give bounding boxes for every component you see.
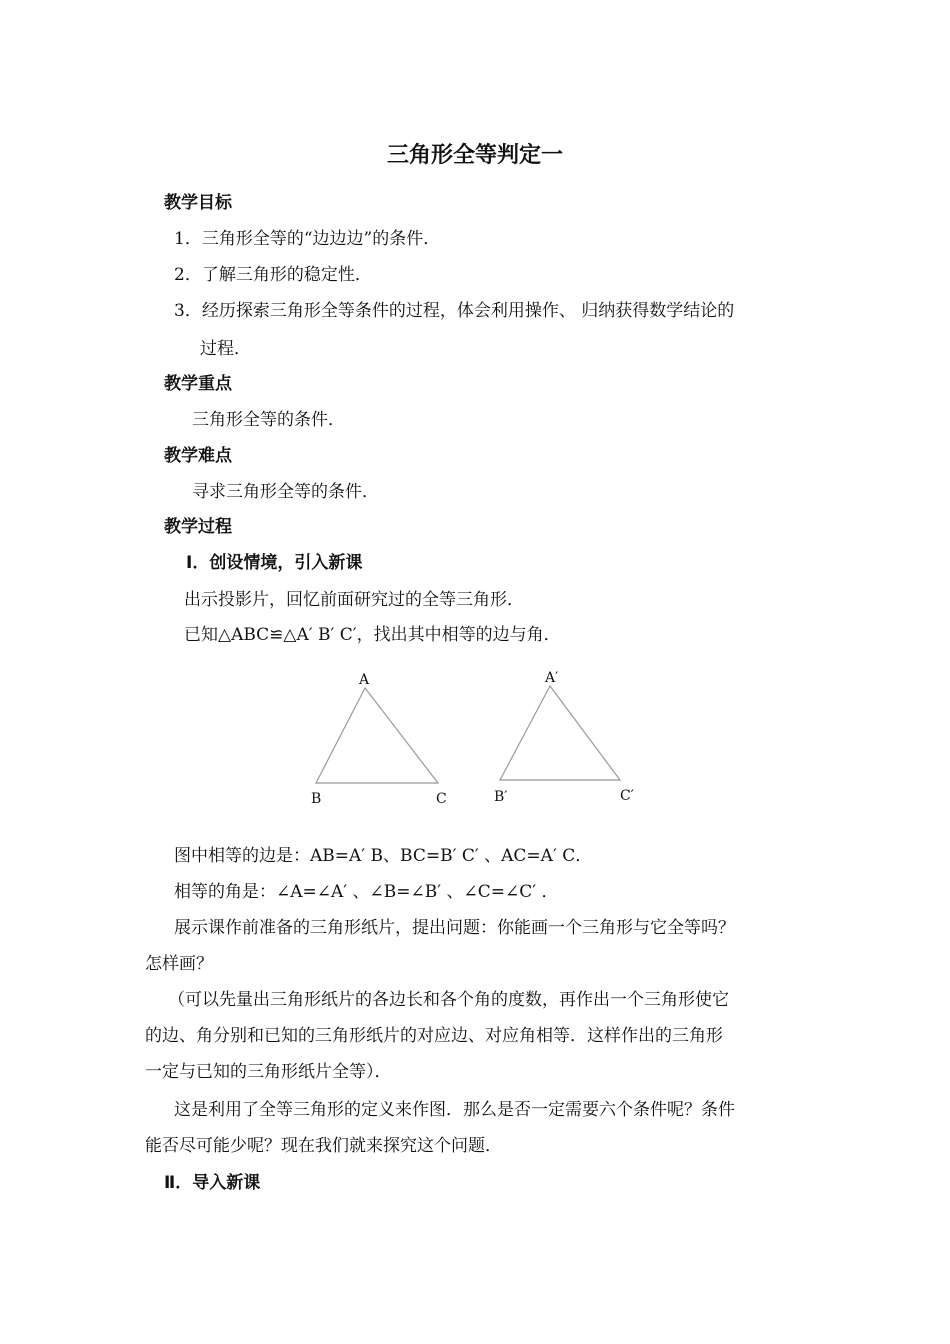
congruent-triangles-figure <box>290 660 650 810</box>
key-point-heading: 教学重点 <box>164 374 232 394</box>
paragraph-projection: 出示投影片，回忆前面研究过的全等三角形． <box>184 590 524 610</box>
paragraph-inquiry-line2: 能否尽可能少呢？现在我们就来探究这个问题． <box>145 1136 502 1156</box>
objective-item-1: 1．三角形全等的“边边边”的条件． <box>174 229 441 249</box>
vertex-label-b-prime: B′ <box>494 789 508 805</box>
section2-title: Ⅱ．导入新课 <box>164 1173 261 1193</box>
vertex-label-b: B <box>311 791 322 807</box>
paragraph-given: 已知△ABC≌△A′ B′ C′，找出其中相等的边与角． <box>184 625 561 645</box>
paragraph-question-line1: 展示课作前准备的三角形纸片，提出问题：你能画一个三角形与它全等吗？ <box>174 918 735 938</box>
triangle-a-prime-b-prime-c-prime <box>500 686 620 780</box>
objectives-heading: 教学目标 <box>164 193 232 213</box>
objective-item-3-line2: 过程． <box>200 339 251 359</box>
paragraph-inquiry-line1: 这是利用了全等三角形的定义来作图．那么是否一定需要六个条件呢？条件 <box>174 1100 735 1120</box>
triangle-abc <box>316 688 438 783</box>
paragraph-method-line3: 一定与已知的三角形纸片全等）． <box>145 1062 392 1082</box>
difficulty-text: 寻求三角形全等的条件． <box>192 482 379 502</box>
vertex-label-c-prime: C′ <box>620 788 634 804</box>
paragraph-method-line2: 的边、角分别和已知的三角形纸片的对应边、对应角相等．这样作出的三角形 <box>145 1026 723 1046</box>
paragraph-method-line1: （可以先量出三角形纸片的各边长和各个角的度数，再作出一个三角形使它 <box>168 990 729 1010</box>
paragraph-question-line2: 怎样画？ <box>145 954 213 974</box>
difficulty-heading: 教学难点 <box>164 446 232 466</box>
page-title: 三角形全等判定一 <box>386 143 563 168</box>
vertex-label-a: A <box>359 672 370 688</box>
key-point-text: 三角形全等的条件． <box>192 410 345 430</box>
process-heading: 教学过程 <box>164 517 232 537</box>
equal-angles-text: 相等的角是：∠A=∠A′ 、∠B=∠B′ 、∠C=∠C′ ． <box>174 882 559 902</box>
vertex-label-c: C <box>436 791 447 807</box>
objective-item-2: 2．了解三角形的稳定性． <box>174 265 372 285</box>
section1-title: Ⅰ．创设情境，引入新课 <box>186 553 363 573</box>
equal-sides-text: 图中相等的边是：AB=A′ B、BC=B′ C′ 、AC=A′ C． <box>174 846 593 866</box>
vertex-label-a-prime: A′ <box>545 670 559 686</box>
objective-item-3-line1: 3．经历探索三角形全等条件的过程，体会利用操作、 归纳获得数学结论的 <box>174 301 735 321</box>
